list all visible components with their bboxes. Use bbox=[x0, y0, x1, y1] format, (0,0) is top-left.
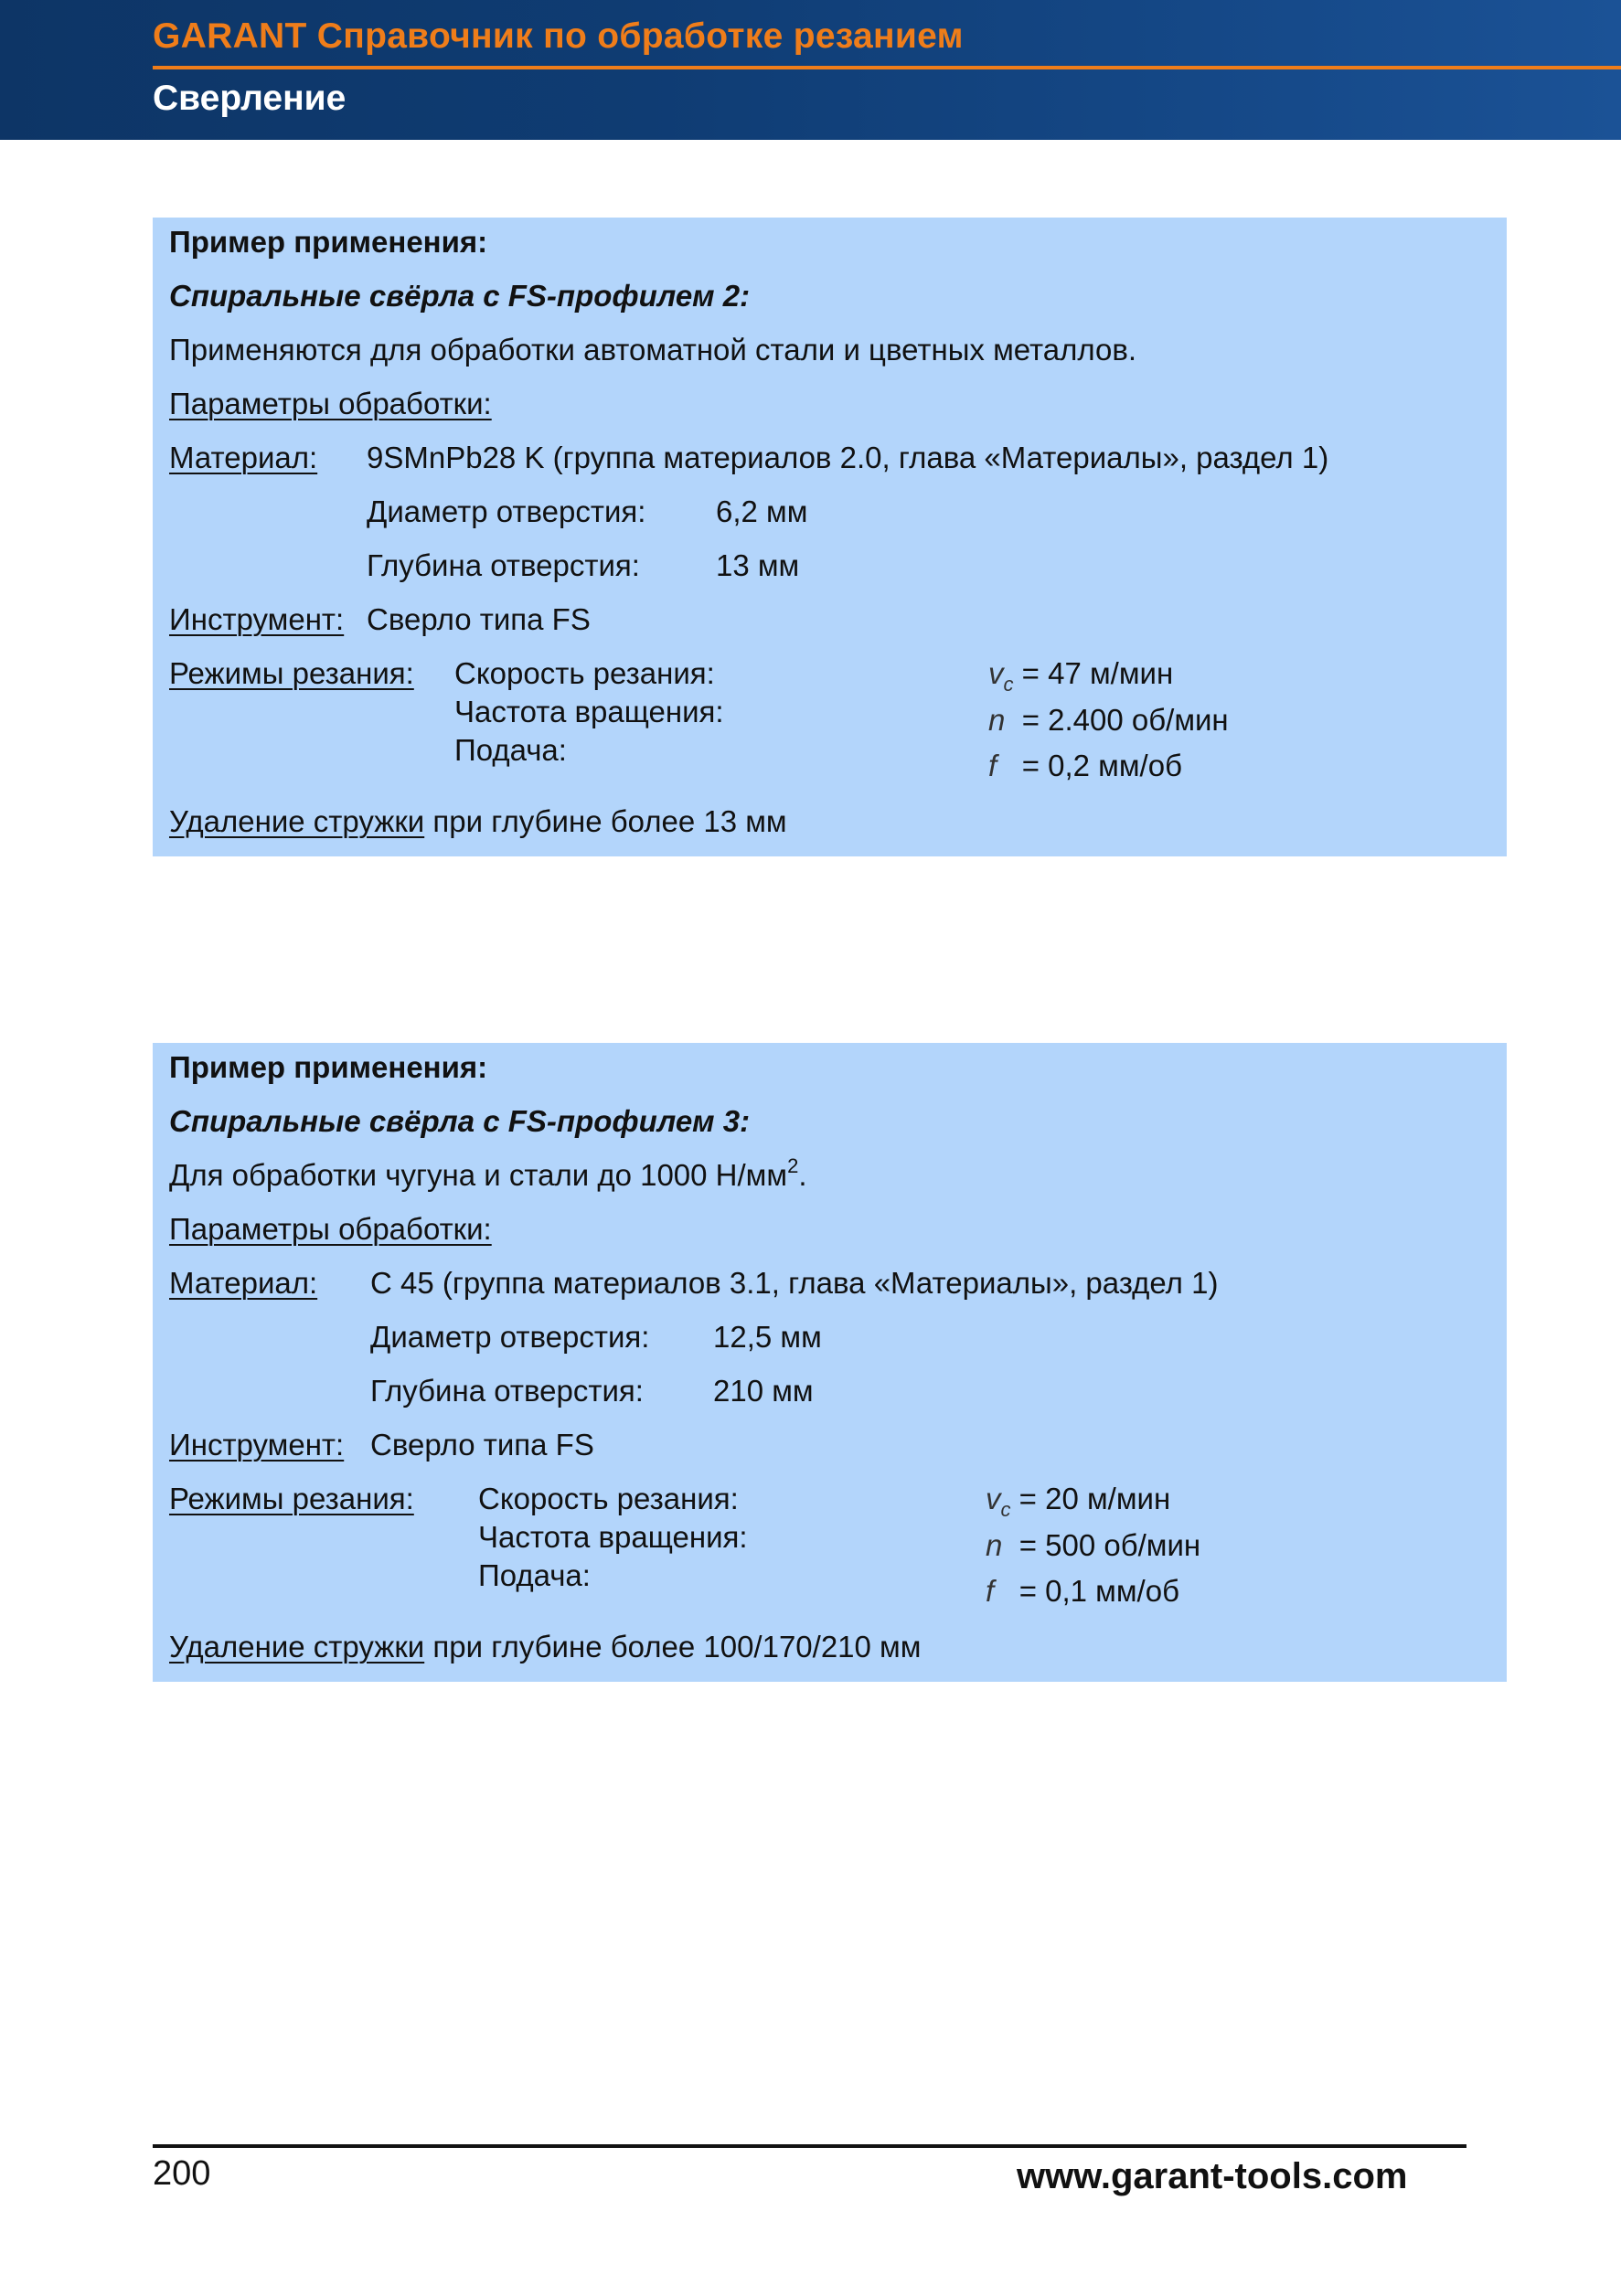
modes-label: Режимы резания: bbox=[169, 1482, 414, 1515]
vc-subscript: c bbox=[1003, 673, 1014, 696]
chip-label: Удаление стружки bbox=[169, 804, 425, 838]
chip-removal-line bbox=[169, 1630, 921, 1664]
params-label: Параметры обработки: bbox=[169, 387, 492, 420]
example-description bbox=[169, 1154, 807, 1193]
cutting-speed-value bbox=[986, 1482, 1170, 1521]
f-symbol: f bbox=[988, 749, 997, 782]
website-link[interactable]: www.garant-tools.com bbox=[1017, 2156, 1408, 2196]
example-subheading: Спиральные свёрла с FS-профилем 3: bbox=[169, 1104, 751, 1138]
rotation-speed-value bbox=[988, 703, 1229, 738]
n-value: = 500 об/мин bbox=[1018, 1528, 1201, 1562]
tool-value: Сверло типа FS bbox=[367, 602, 591, 636]
depth-label: Глубина отверстия: bbox=[370, 1374, 644, 1408]
f-value: = 0,2 мм/об bbox=[1021, 749, 1182, 782]
vc-subscript: c bbox=[1000, 1498, 1011, 1521]
n-value: = 2.400 об/мин bbox=[1021, 703, 1229, 737]
n-symbol: n bbox=[988, 703, 1006, 737]
example-box-2 bbox=[153, 1043, 1507, 1682]
rotation-label: Частота вращения: bbox=[478, 1520, 748, 1554]
modes-label: Режимы резания: bbox=[169, 656, 414, 690]
feed-label: Подача: bbox=[454, 733, 567, 767]
f-value: = 0,1 мм/об bbox=[1018, 1574, 1179, 1608]
header-subtitle: Сверление bbox=[153, 79, 347, 118]
page-header bbox=[0, 0, 1621, 140]
feed-label: Подача: bbox=[478, 1558, 591, 1592]
vc-value: = 20 м/мин bbox=[1018, 1482, 1171, 1515]
example-description bbox=[169, 333, 1136, 367]
rotation-label: Частота вращения: bbox=[454, 695, 724, 728]
description-end: . bbox=[798, 1158, 807, 1192]
n-symbol: n bbox=[986, 1528, 1003, 1562]
chip-label: Удаление стружки bbox=[169, 1630, 425, 1664]
rotation-speed-value bbox=[986, 1528, 1200, 1563]
vc-symbol: v bbox=[986, 1482, 1001, 1515]
footer-divider bbox=[153, 2144, 1466, 2148]
vc-value: = 47 м/мин bbox=[1021, 656, 1174, 690]
diameter-label: Диаметр отверстия: bbox=[367, 494, 646, 528]
material-value: C 45 (группа материалов 3.1, глава «Материалы», раздел 1) bbox=[370, 1266, 1219, 1300]
diameter-label: Диаметр отверстия: bbox=[370, 1320, 650, 1354]
tool-value: Сверло типа FS bbox=[370, 1428, 594, 1462]
description-superscript: 2 bbox=[787, 1154, 799, 1177]
page-number: 200 bbox=[153, 2154, 211, 2193]
speed-label: Скорость резания: bbox=[478, 1482, 739, 1515]
tool-label: Инструмент: bbox=[169, 602, 345, 636]
chip-value: при глубине более 13 мм bbox=[424, 804, 787, 838]
material-value: 9SMnPb28 K (группа материалов 2.0, глава «Материалы», раздел 1) bbox=[367, 441, 1329, 474]
feed-value bbox=[988, 749, 1182, 783]
diameter-value: 6,2 мм bbox=[716, 494, 808, 528]
example-heading: Пример применения: bbox=[169, 1050, 488, 1084]
vc-symbol: v bbox=[988, 656, 1004, 690]
example-box-1 bbox=[153, 218, 1507, 856]
depth-value: 210 мм bbox=[713, 1374, 814, 1408]
header-divider bbox=[153, 66, 1621, 69]
material-label: Материал: bbox=[169, 1266, 318, 1300]
depth-label: Глубина отверстия: bbox=[367, 548, 640, 582]
header-title: GARANT Справочник по обработке резанием bbox=[153, 16, 964, 56]
chip-value: при глубине более 100/170/210 мм bbox=[424, 1630, 922, 1664]
depth-value: 13 мм bbox=[716, 548, 800, 582]
speed-label: Скорость резания: bbox=[454, 656, 715, 690]
diameter-value: 12,5 мм bbox=[713, 1320, 822, 1354]
material-label: Материал: bbox=[169, 441, 318, 474]
f-symbol: f bbox=[986, 1574, 995, 1608]
example-subheading: Спиральные свёрла с FS-профилем 2: bbox=[169, 279, 751, 313]
description-text: Применяются для обработки автоматной стали и цветных металлов. bbox=[169, 333, 1137, 367]
example-heading: Пример применения: bbox=[169, 225, 488, 259]
feed-value bbox=[986, 1574, 1179, 1609]
cutting-speed-value bbox=[988, 656, 1173, 696]
chip-removal-line bbox=[169, 804, 787, 839]
params-label: Параметры обработки: bbox=[169, 1212, 492, 1246]
tool-label: Инструмент: bbox=[169, 1428, 345, 1462]
description-text: Для обработки чугуна и стали до 1000 Н/мм bbox=[169, 1158, 788, 1192]
